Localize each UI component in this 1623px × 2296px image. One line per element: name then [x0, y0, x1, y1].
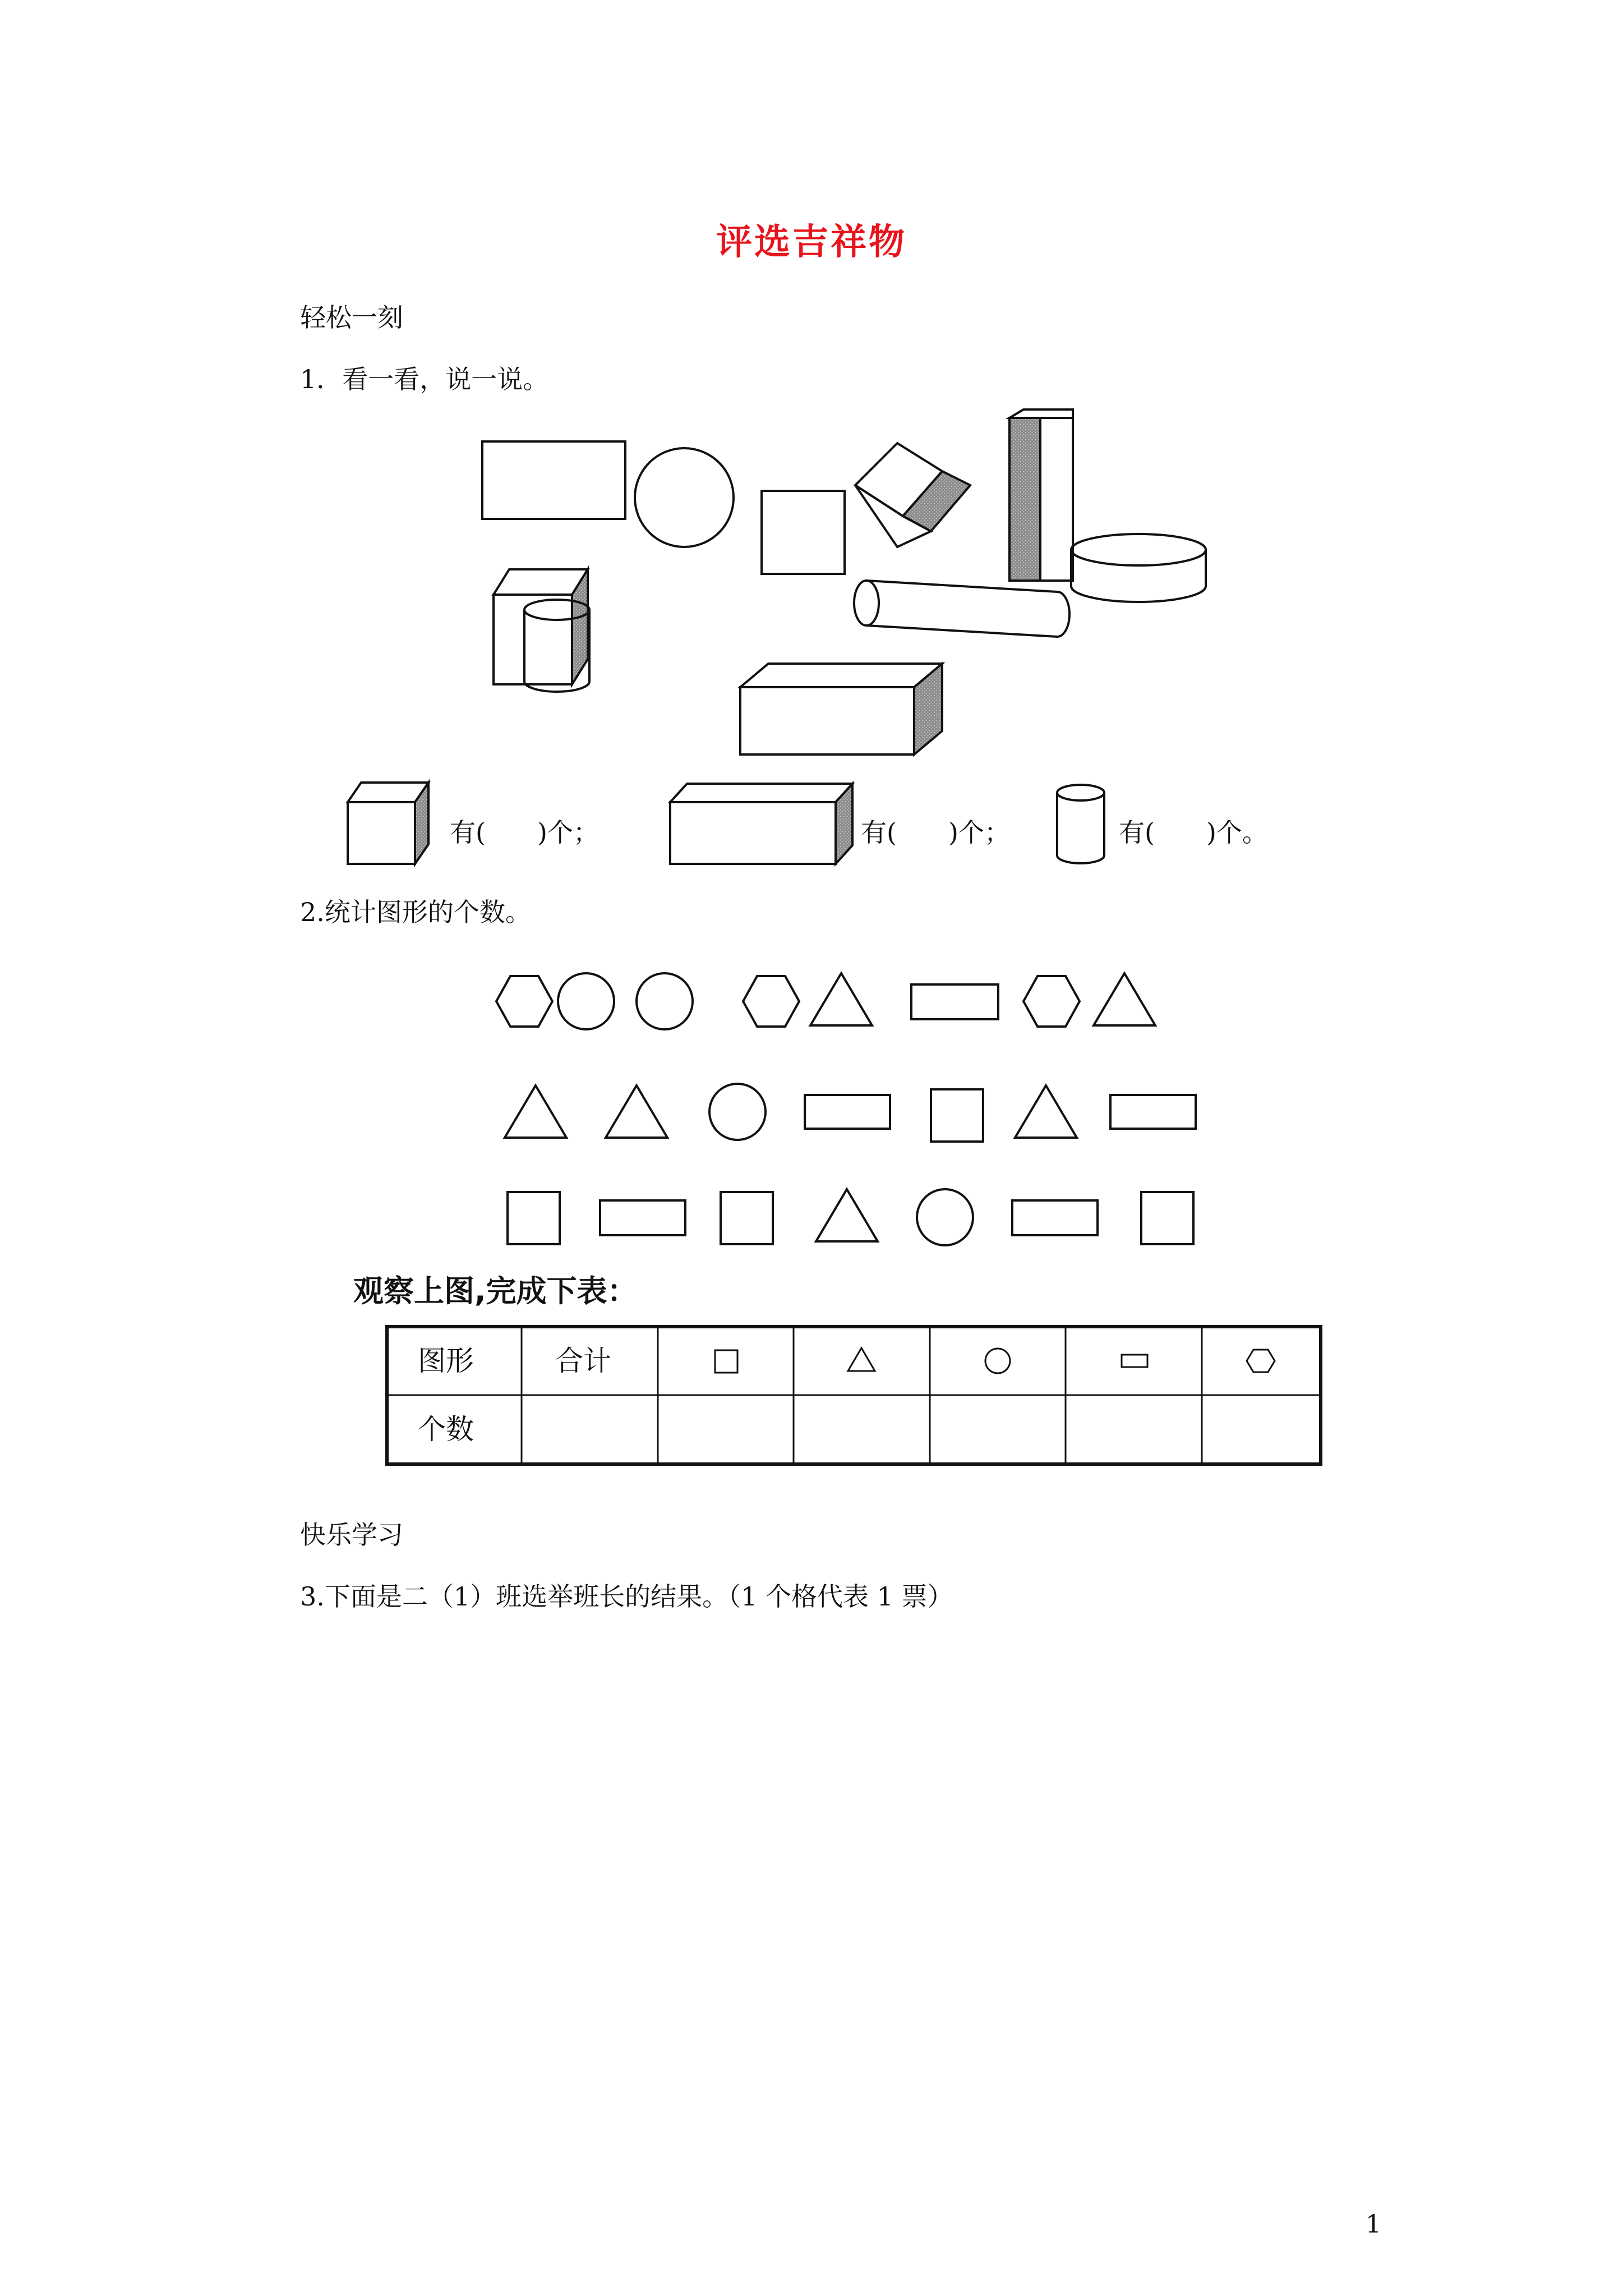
count-table — [387, 1327, 1321, 1464]
section-heading-relax: 轻松一刻 — [300, 302, 403, 333]
section-heading-learn: 快乐学习 — [300, 1520, 403, 1550]
circle-shape — [709, 1084, 766, 1140]
rectangle-shape — [600, 1200, 685, 1235]
table-caption: 观察上图,完成下表： — [353, 1273, 638, 1309]
rectangle-shape — [1110, 1095, 1196, 1129]
question-2: 2.统计图形的个数。 — [300, 897, 531, 927]
fill-blank-cuboid: 有( )个； — [861, 817, 1010, 848]
square-shape — [508, 1192, 560, 1244]
tilted-cube-shape — [855, 443, 970, 547]
figure-shape-count — [303, 942, 1357, 1481]
cube-icon — [348, 783, 428, 864]
fill-blank-cylinder: 有( )个。 — [1119, 817, 1268, 848]
triangle-shape — [1094, 973, 1155, 1025]
table-row-count: 个数 — [418, 1413, 474, 1446]
triangle-shape — [810, 973, 872, 1025]
cuboid-icon — [670, 784, 852, 864]
triangle-shape — [505, 1085, 566, 1138]
table-header-shape: 图形 — [418, 1345, 474, 1377]
tall-prism-shape — [1009, 409, 1073, 581]
hexagon-shape — [1023, 976, 1080, 1027]
rectangle-shape — [911, 984, 998, 1019]
triangle-shape — [606, 1085, 667, 1138]
cube-shape — [494, 569, 588, 684]
triangle-icon — [848, 1348, 875, 1371]
rectangle-icon — [1122, 1355, 1147, 1367]
question-3: 3.下面是二（1）班选举班长的结果。（1 个格代表 1 票） — [300, 1581, 953, 1612]
rectangle-shape — [805, 1095, 890, 1129]
circle-shape — [637, 973, 693, 1029]
hexagon-icon — [1247, 1350, 1275, 1372]
triangle-shape — [1015, 1085, 1077, 1138]
page-title: 评选吉祥物 — [716, 221, 907, 263]
square-shape — [1141, 1192, 1193, 1244]
circle-shape — [558, 973, 614, 1029]
long-cylinder-shape — [854, 581, 1069, 637]
page-number: 1 — [1366, 2210, 1381, 2239]
triangle-shape — [816, 1189, 878, 1241]
square-shape — [931, 1089, 983, 1142]
hexagon-shape — [743, 976, 799, 1027]
cylinder-icon — [1057, 785, 1104, 863]
figure-solid-shapes — [303, 407, 1357, 878]
circle-shape — [917, 1189, 973, 1245]
square-icon — [715, 1350, 737, 1373]
disk-cylinder-shape — [1071, 534, 1206, 602]
fill-blank-cube: 有( )个； — [450, 817, 599, 848]
question-1: 1．看一看，说一说。 — [300, 364, 549, 394]
rectangle-shape — [1012, 1200, 1098, 1235]
table-header-total: 合计 — [555, 1345, 611, 1377]
hexagon-shape — [496, 976, 552, 1027]
square-shape — [721, 1192, 773, 1244]
rectangle-shape — [482, 441, 625, 519]
circle-icon — [985, 1349, 1010, 1373]
circle-shape — [635, 448, 734, 547]
cuboid-shape — [740, 664, 942, 754]
square-shape — [762, 491, 845, 574]
